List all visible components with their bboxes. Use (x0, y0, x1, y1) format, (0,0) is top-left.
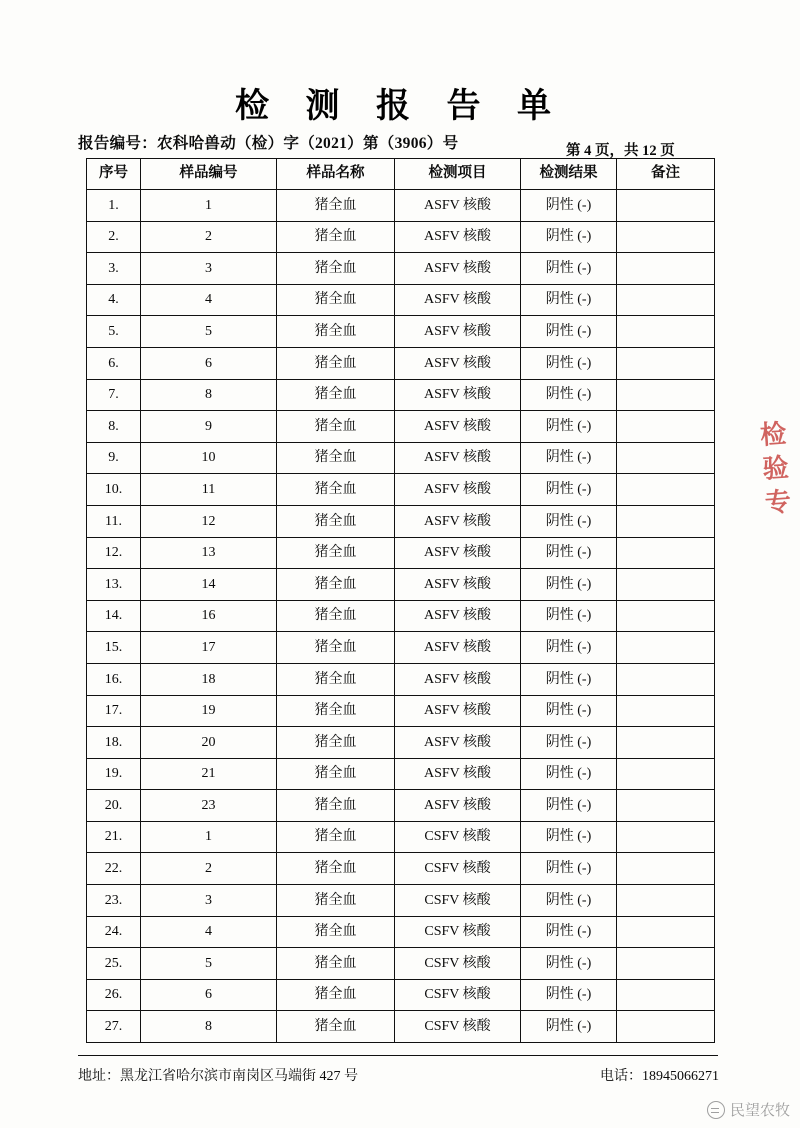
cell-item: ASFV 核酸 (395, 663, 521, 695)
cell-idx: 17. (87, 695, 141, 727)
cell-res: 阴性 (-) (521, 885, 617, 917)
cell-note (617, 663, 715, 695)
cell-note (617, 1011, 715, 1043)
cell-name: 猪全血 (277, 695, 395, 727)
table-row (87, 316, 715, 348)
table-row (87, 979, 715, 1011)
cell-code: 5 (141, 948, 277, 980)
cell-res: 阴性 (-) (521, 221, 617, 253)
cell-name: 猪全血 (277, 221, 395, 253)
cell-note (617, 569, 715, 601)
cell-item: CSFV 核酸 (395, 948, 521, 980)
cell-res: 阴性 (-) (521, 821, 617, 853)
cell-code: 9 (141, 411, 277, 443)
cell-item: ASFV 核酸 (395, 505, 521, 537)
cell-code: 13 (141, 537, 277, 569)
table-row (87, 663, 715, 695)
cell-note (617, 537, 715, 569)
cell-idx: 21. (87, 821, 141, 853)
cell-res: 阴性 (-) (521, 948, 617, 980)
cell-name: 猪全血 (277, 411, 395, 443)
cell-name: 猪全血 (277, 727, 395, 759)
footer-divider (78, 1055, 718, 1056)
cell-code: 20 (141, 727, 277, 759)
cell-idx: 2. (87, 221, 141, 253)
cell-res: 阴性 (-) (521, 253, 617, 285)
cell-idx: 16. (87, 663, 141, 695)
cell-name: 猪全血 (277, 663, 395, 695)
cell-note (617, 758, 715, 790)
cell-code: 23 (141, 790, 277, 822)
cell-code: 2 (141, 853, 277, 885)
table-row (87, 632, 715, 664)
table-header-row (87, 159, 715, 190)
cell-idx: 25. (87, 948, 141, 980)
cell-item: ASFV 核酸 (395, 221, 521, 253)
cell-code: 2 (141, 221, 277, 253)
cell-item: ASFV 核酸 (395, 790, 521, 822)
table-row (87, 537, 715, 569)
cell-code: 3 (141, 253, 277, 285)
table-row (87, 948, 715, 980)
cell-item: ASFV 核酸 (395, 347, 521, 379)
cell-res: 阴性 (-) (521, 190, 617, 222)
cell-name: 猪全血 (277, 190, 395, 222)
cell-name: 猪全血 (277, 284, 395, 316)
cell-note (617, 474, 715, 506)
page-counter: 第 4 页，共 12 页 (566, 143, 675, 159)
cell-code: 1 (141, 821, 277, 853)
cell-code: 6 (141, 347, 277, 379)
cell-res: 阴性 (-) (521, 853, 617, 885)
cell-code: 12 (141, 505, 277, 537)
table-row (87, 569, 715, 601)
cell-name: 猪全血 (277, 1011, 395, 1043)
cell-idx: 18. (87, 727, 141, 759)
cell-note (617, 284, 715, 316)
cell-code: 6 (141, 979, 277, 1011)
column-header-remark: 备注 (617, 159, 715, 190)
table-row (87, 474, 715, 506)
cell-item: ASFV 核酸 (395, 600, 521, 632)
table-row (87, 253, 715, 285)
cell-note (617, 505, 715, 537)
table-row (87, 695, 715, 727)
table-row (87, 885, 715, 917)
watermark-badge (707, 1099, 790, 1120)
cell-item: ASFV 核酸 (395, 253, 521, 285)
cell-name: 猪全血 (277, 347, 395, 379)
cell-res: 阴性 (-) (521, 505, 617, 537)
cell-code: 16 (141, 600, 277, 632)
cell-res: 阴性 (-) (521, 727, 617, 759)
cell-item: ASFV 核酸 (395, 569, 521, 601)
cell-note (617, 442, 715, 474)
cell-item: ASFV 核酸 (395, 727, 521, 759)
cell-note (617, 853, 715, 885)
cell-res: 阴性 (-) (521, 790, 617, 822)
report-number: 报告编号：农科哈兽动（检）字（2021）第（3906）号 (78, 135, 459, 152)
cell-idx: 27. (87, 1011, 141, 1043)
cell-idx: 7. (87, 379, 141, 411)
cell-idx: 13. (87, 569, 141, 601)
cell-idx: 15. (87, 632, 141, 664)
cell-item: ASFV 核酸 (395, 190, 521, 222)
table-body (87, 190, 715, 1043)
cell-item: ASFV 核酸 (395, 474, 521, 506)
table-row (87, 190, 715, 222)
results-table (86, 158, 715, 1043)
cell-idx: 22. (87, 853, 141, 885)
watermark-label: 民望农牧 (729, 1102, 790, 1119)
cell-res: 阴性 (-) (521, 347, 617, 379)
cell-note (617, 347, 715, 379)
cell-note (617, 221, 715, 253)
cell-name: 猪全血 (277, 632, 395, 664)
cell-idx: 19. (87, 758, 141, 790)
cell-res: 阴性 (-) (521, 695, 617, 727)
cell-res: 阴性 (-) (521, 569, 617, 601)
cell-name: 猪全血 (277, 979, 395, 1011)
column-header-test-result: 检测结果 (521, 159, 617, 190)
cell-res: 阴性 (-) (521, 632, 617, 664)
cell-item: ASFV 核酸 (395, 379, 521, 411)
cell-code: 18 (141, 663, 277, 695)
cell-note (617, 916, 715, 948)
cell-idx: 24. (87, 916, 141, 948)
table-row (87, 505, 715, 537)
cell-res: 阴性 (-) (521, 537, 617, 569)
cell-name: 猪全血 (277, 253, 395, 285)
cell-item: CSFV 核酸 (395, 853, 521, 885)
cell-code: 4 (141, 916, 277, 948)
table-row (87, 821, 715, 853)
cell-idx: 6. (87, 347, 141, 379)
cell-res: 阴性 (-) (521, 284, 617, 316)
cell-res: 阴性 (-) (521, 474, 617, 506)
cell-name: 猪全血 (277, 442, 395, 474)
cell-code: 8 (141, 379, 277, 411)
cell-note (617, 253, 715, 285)
cell-name: 猪全血 (277, 885, 395, 917)
cell-item: ASFV 核酸 (395, 284, 521, 316)
cell-name: 猪全血 (277, 569, 395, 601)
cell-code: 3 (141, 885, 277, 917)
watermark-icon (707, 1101, 725, 1119)
cell-item: CSFV 核酸 (395, 916, 521, 948)
table-row (87, 221, 715, 253)
cell-note (617, 695, 715, 727)
cell-idx: 20. (87, 790, 141, 822)
cell-name: 猪全血 (277, 853, 395, 885)
cell-name: 猪全血 (277, 948, 395, 980)
cell-item: ASFV 核酸 (395, 695, 521, 727)
cell-item: CSFV 核酸 (395, 979, 521, 1011)
table-row (87, 853, 715, 885)
cell-note (617, 790, 715, 822)
cell-name: 猪全血 (277, 821, 395, 853)
cell-res: 阴性 (-) (521, 600, 617, 632)
cell-name: 猪全血 (277, 474, 395, 506)
cell-idx: 23. (87, 885, 141, 917)
cell-idx: 11. (87, 505, 141, 537)
red-seal-mark: 检 验 专 (759, 419, 792, 518)
cell-code: 4 (141, 284, 277, 316)
cell-code: 11 (141, 474, 277, 506)
cell-name: 猪全血 (277, 790, 395, 822)
table-row (87, 442, 715, 474)
footer-address: 地址：黑龙江省哈尔滨市南岗区马端街 427 号 (78, 1069, 358, 1084)
column-header-sample-code: 样品编号 (141, 159, 277, 190)
table-row (87, 1011, 715, 1043)
cell-code: 5 (141, 316, 277, 348)
column-header-index: 序号 (87, 159, 141, 190)
footer-telephone: 电话：18945066271 (600, 1069, 719, 1084)
cell-name: 猪全血 (277, 758, 395, 790)
cell-res: 阴性 (-) (521, 758, 617, 790)
cell-note (617, 727, 715, 759)
table-row (87, 758, 715, 790)
cell-code: 21 (141, 758, 277, 790)
cell-item: ASFV 核酸 (395, 442, 521, 474)
cell-note (617, 948, 715, 980)
cell-name: 猪全血 (277, 537, 395, 569)
page-title: 检 测 报 告 单 (235, 88, 565, 125)
cell-code: 19 (141, 695, 277, 727)
cell-res: 阴性 (-) (521, 411, 617, 443)
cell-item: ASFV 核酸 (395, 758, 521, 790)
cell-item: ASFV 核酸 (395, 537, 521, 569)
cell-code: 14 (141, 569, 277, 601)
cell-res: 阴性 (-) (521, 442, 617, 474)
cell-res: 阴性 (-) (521, 1011, 617, 1043)
cell-note (617, 885, 715, 917)
cell-name: 猪全血 (277, 379, 395, 411)
cell-res: 阴性 (-) (521, 979, 617, 1011)
cell-item: CSFV 核酸 (395, 1011, 521, 1043)
cell-note (617, 379, 715, 411)
cell-code: 1 (141, 190, 277, 222)
cell-item: ASFV 核酸 (395, 411, 521, 443)
cell-item: ASFV 核酸 (395, 316, 521, 348)
cell-idx: 8. (87, 411, 141, 443)
cell-item: CSFV 核酸 (395, 821, 521, 853)
column-header-sample-name: 样品名称 (277, 159, 395, 190)
cell-name: 猪全血 (277, 505, 395, 537)
cell-res: 阴性 (-) (521, 379, 617, 411)
cell-note (617, 411, 715, 443)
table-row (87, 347, 715, 379)
cell-note (617, 600, 715, 632)
cell-idx: 5. (87, 316, 141, 348)
table-row (87, 727, 715, 759)
cell-name: 猪全血 (277, 316, 395, 348)
cell-note (617, 316, 715, 348)
cell-idx: 12. (87, 537, 141, 569)
table-row (87, 284, 715, 316)
cell-code: 8 (141, 1011, 277, 1043)
cell-name: 猪全血 (277, 600, 395, 632)
table-row (87, 790, 715, 822)
cell-idx: 14. (87, 600, 141, 632)
cell-name: 猪全血 (277, 916, 395, 948)
cell-item: ASFV 核酸 (395, 632, 521, 664)
table-row (87, 916, 715, 948)
cell-idx: 26. (87, 979, 141, 1011)
cell-note (617, 632, 715, 664)
cell-idx: 4. (87, 284, 141, 316)
cell-note (617, 190, 715, 222)
table-row (87, 379, 715, 411)
table-row (87, 411, 715, 443)
cell-idx: 10. (87, 474, 141, 506)
cell-res: 阴性 (-) (521, 916, 617, 948)
column-header-test-item: 检测项目 (395, 159, 521, 190)
cell-idx: 3. (87, 253, 141, 285)
cell-code: 17 (141, 632, 277, 664)
table-row (87, 600, 715, 632)
cell-code: 10 (141, 442, 277, 474)
cell-res: 阴性 (-) (521, 316, 617, 348)
cell-note (617, 821, 715, 853)
cell-res: 阴性 (-) (521, 663, 617, 695)
cell-idx: 9. (87, 442, 141, 474)
cell-note (617, 979, 715, 1011)
cell-idx: 1. (87, 190, 141, 222)
cell-item: CSFV 核酸 (395, 885, 521, 917)
